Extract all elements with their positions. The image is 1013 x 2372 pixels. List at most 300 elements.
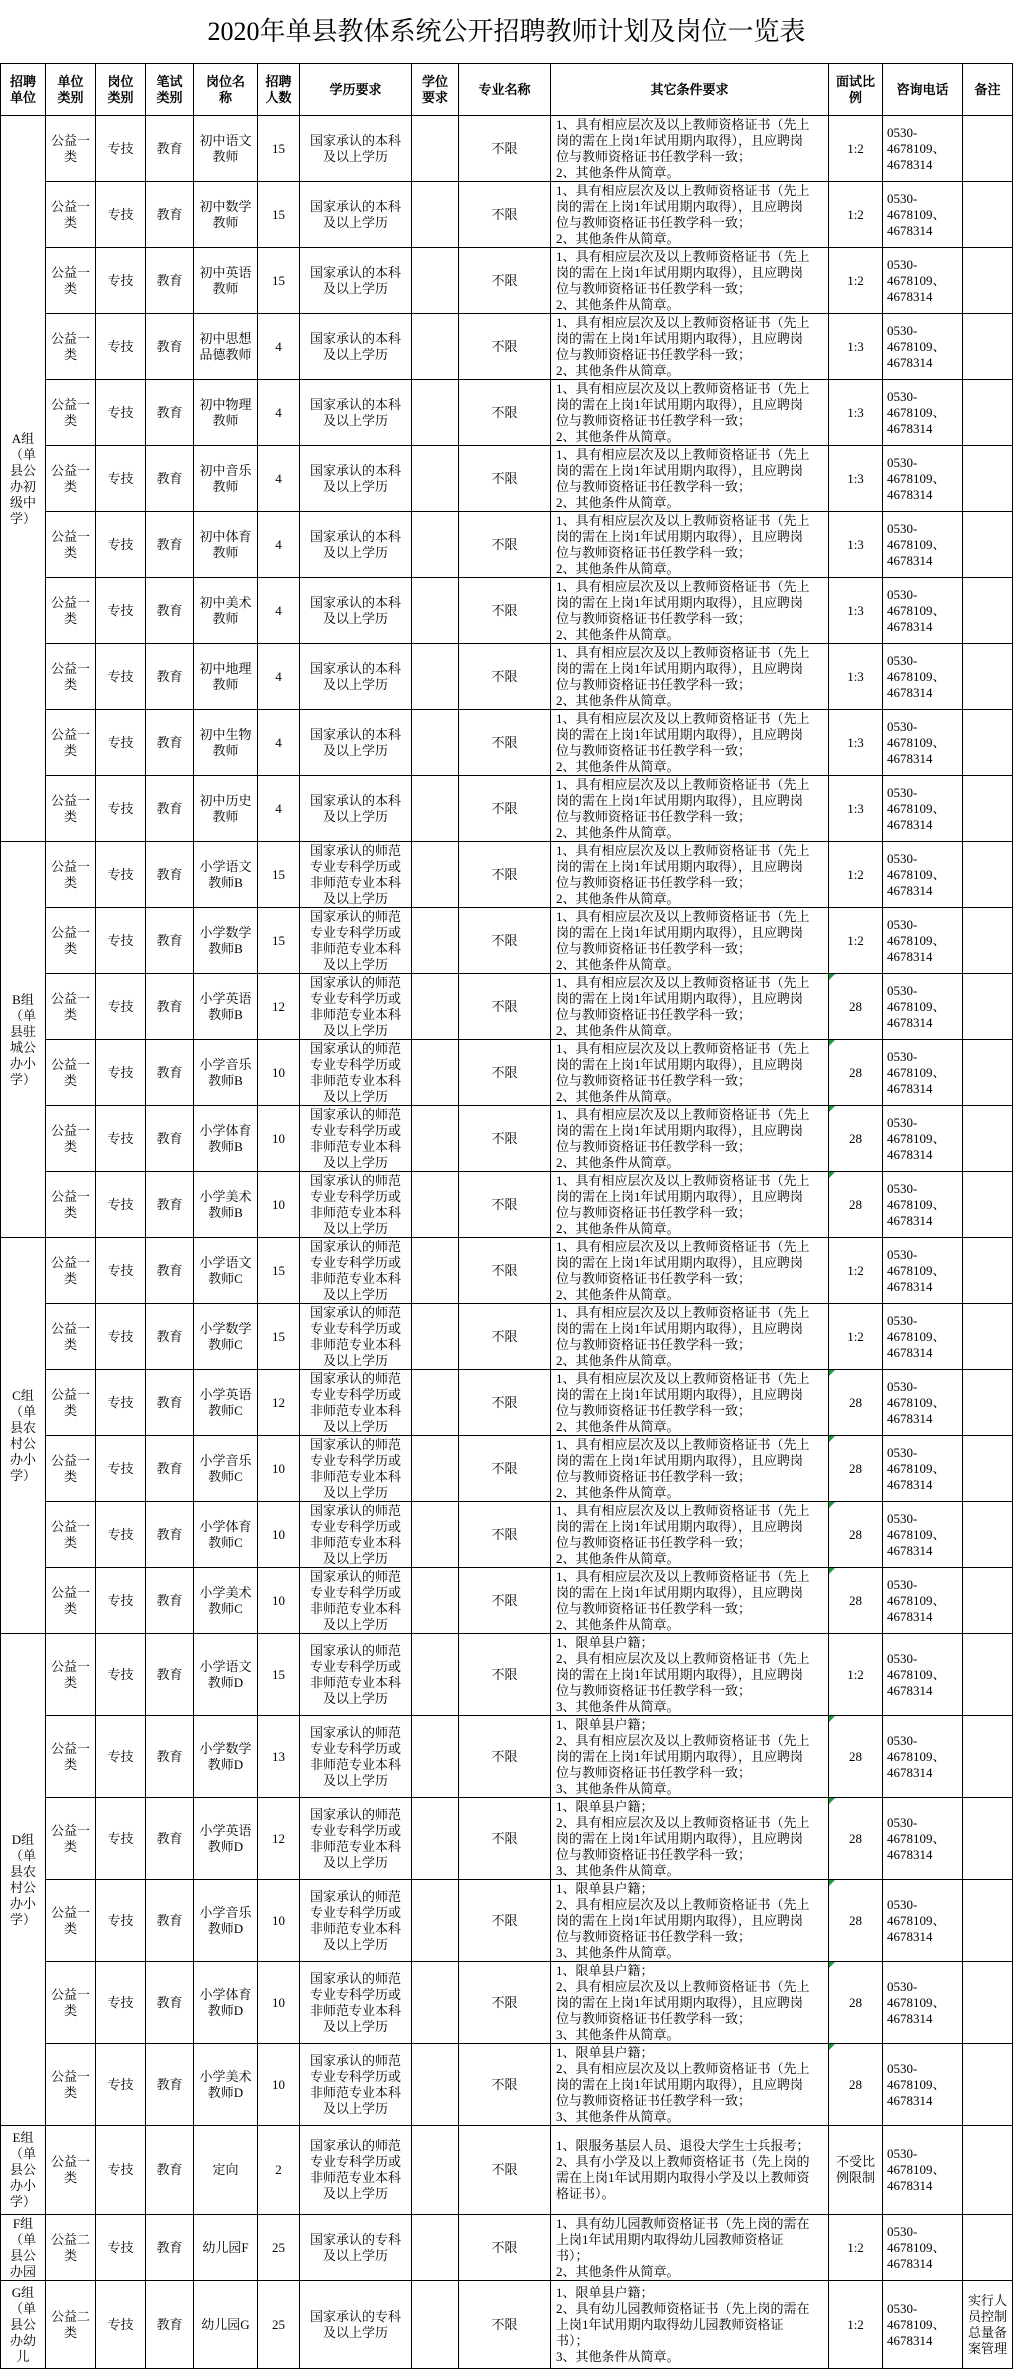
education-cell bbox=[300, 842, 412, 908]
position-cell bbox=[194, 1238, 258, 1304]
ratio-text: 1:3 bbox=[847, 338, 864, 354]
exam-type-text: 教育 bbox=[156, 140, 183, 156]
phone-text: 0530-4678109、4678314 bbox=[887, 1378, 946, 1426]
major-cell bbox=[459, 776, 551, 842]
phone-text: 0530-4678109、4678314 bbox=[887, 322, 946, 370]
count-cell bbox=[258, 1370, 300, 1436]
unit-type-text: 公益一类 bbox=[50, 2154, 90, 2185]
exam-type-text: 教育 bbox=[156, 2316, 183, 2332]
phone-text: 0530-4678109、4678314 bbox=[887, 1444, 946, 1492]
ratio-text: 1:2 bbox=[847, 1666, 864, 1682]
post-type-text: 专技 bbox=[107, 602, 134, 618]
phone-text: 0530-4678109、4678314 bbox=[887, 1180, 946, 1228]
count-cell bbox=[258, 1172, 300, 1238]
table-row bbox=[1, 974, 1013, 1040]
number-as-text-indicator-icon bbox=[829, 1880, 835, 1886]
degree-cell bbox=[412, 2044, 459, 2126]
phone-text: 0530-4678109、4678314 bbox=[887, 982, 946, 1030]
count-text: 15 bbox=[272, 932, 285, 948]
unit-type-text: 公益一类 bbox=[50, 1320, 90, 1352]
degree-cell bbox=[412, 116, 459, 182]
remark-cell bbox=[963, 248, 1013, 314]
count-cell bbox=[258, 182, 300, 248]
conditions-cell bbox=[551, 1962, 829, 2044]
ratio-cell bbox=[829, 2215, 883, 2281]
unit-group-cell bbox=[1, 1634, 46, 2126]
unit-type-cell bbox=[46, 1436, 96, 1502]
exam-type-cell bbox=[146, 644, 194, 710]
exam-type-cell bbox=[146, 1304, 194, 1370]
position-cell bbox=[194, 644, 258, 710]
count-text: 4 bbox=[275, 404, 282, 420]
unit-type-cell bbox=[46, 842, 96, 908]
count-text: 15 bbox=[272, 1328, 285, 1344]
exam-type-cell bbox=[146, 116, 194, 182]
major-cell bbox=[459, 2126, 551, 2215]
number-as-text-indicator-icon bbox=[829, 1172, 835, 1178]
conditions-cell bbox=[551, 1880, 829, 1962]
major-text: 不限 bbox=[491, 470, 518, 486]
header-education: 学历要求 bbox=[300, 64, 412, 116]
number-as-text-indicator-icon bbox=[829, 1436, 835, 1442]
exam-type-text: 教育 bbox=[156, 866, 183, 882]
position-text: 幼儿园F bbox=[202, 2239, 249, 2255]
exam-type-text: 教育 bbox=[156, 932, 183, 948]
unit-group-label: E组（单县公办小学） bbox=[9, 2130, 36, 2209]
phone-text: 0530-4678109、4678314 bbox=[887, 1896, 946, 1944]
count-text: 10 bbox=[272, 1064, 285, 1080]
degree-cell bbox=[412, 380, 459, 446]
unit-type-cell bbox=[46, 1568, 96, 1634]
conditions-text: 1、具有相应层次及以上教师资格证书（先上岗的需在上岗1年试用期内取得），且应聘岗位与教师资格证书任教学科一致； 2、其他条件从简章。 bbox=[556, 1106, 810, 1170]
conditions-text: 1、具有相应层次及以上教师资格证书（先上岗的需在上岗1年试用期内取得），且应聘岗位与教师资格证书任教学科一致； 2、其他条件从简章。 bbox=[556, 116, 810, 180]
position-cell bbox=[194, 842, 258, 908]
post-type-text: 专技 bbox=[107, 2076, 134, 2092]
conditions-text: 1、具有相应层次及以上教师资格证书（先上岗的需在上岗1年试用期内取得），且应聘岗位与教师资格证书任教学科一致； 2、其他条件从简章。 bbox=[556, 248, 810, 312]
position-text: 初中思想品德教师 bbox=[199, 330, 252, 362]
post-type-cell bbox=[96, 512, 146, 578]
unit-type-text: 公益一类 bbox=[50, 1740, 90, 1772]
education-text: 国家承认的本科及以上学历 bbox=[309, 726, 401, 758]
position-text: 初中体育教师 bbox=[199, 528, 252, 560]
conditions-cell bbox=[551, 1238, 829, 1304]
unit-group-cell bbox=[1, 2281, 46, 2369]
post-type-cell bbox=[96, 2281, 146, 2369]
count-text: 15 bbox=[272, 140, 285, 156]
unit-type-text: 公益一类 bbox=[50, 1904, 90, 1936]
conditions-cell bbox=[551, 1568, 829, 1634]
degree-cell bbox=[412, 578, 459, 644]
conditions-cell bbox=[551, 512, 829, 578]
ratio-cell bbox=[829, 710, 883, 776]
major-text: 不限 bbox=[491, 1666, 518, 1682]
conditions-cell bbox=[551, 2215, 829, 2281]
major-text: 不限 bbox=[491, 602, 518, 618]
position-cell bbox=[194, 1370, 258, 1436]
position-cell bbox=[194, 1304, 258, 1370]
education-text: 国家承认的师范专业专科学历或非师范专业本科及以上学历 bbox=[309, 842, 401, 906]
conditions-text: 1、具有相应层次及以上教师资格证书（先上岗的需在上岗1年试用期内取得），且应聘岗位与教师资格证书任教学科一致； 2、其他条件从简章。 bbox=[556, 1040, 810, 1104]
count-cell bbox=[258, 2281, 300, 2369]
phone-cell bbox=[883, 1172, 963, 1238]
unit-type-cell bbox=[46, 1716, 96, 1798]
number-as-text-indicator-icon bbox=[829, 1962, 835, 1968]
remark-cell bbox=[963, 908, 1013, 974]
count-text: 12 bbox=[272, 1394, 285, 1410]
phone-text: 0530-4678109、4678314 bbox=[887, 2146, 946, 2193]
phone-cell bbox=[883, 446, 963, 512]
exam-type-cell bbox=[146, 314, 194, 380]
conditions-cell bbox=[551, 1436, 829, 1502]
post-type-text: 专技 bbox=[107, 1394, 134, 1410]
conditions-cell bbox=[551, 644, 829, 710]
count-text: 12 bbox=[272, 998, 285, 1014]
exam-type-text: 教育 bbox=[156, 1994, 183, 2010]
unit-type-cell bbox=[46, 1172, 96, 1238]
post-type-text: 专技 bbox=[107, 338, 134, 354]
count-text: 15 bbox=[272, 272, 285, 288]
remark-cell bbox=[963, 644, 1013, 710]
position-text: 小学数学教师C bbox=[199, 1320, 252, 1352]
conditions-cell bbox=[551, 776, 829, 842]
major-text: 不限 bbox=[491, 1064, 518, 1080]
count-cell bbox=[258, 842, 300, 908]
post-type-text: 专技 bbox=[107, 470, 134, 486]
remark-cell bbox=[963, 2215, 1013, 2281]
degree-cell bbox=[412, 2281, 459, 2369]
education-text: 国家承认的本科及以上学历 bbox=[309, 396, 401, 428]
conditions-text: 1、具有相应层次及以上教师资格证书（先上岗的需在上岗1年试用期内取得），且应聘岗位与教师资格证书任教学科一致； 2、其他条件从简章。 bbox=[556, 1238, 810, 1302]
position-text: 初中历史教师 bbox=[199, 792, 252, 824]
unit-group-cell bbox=[1, 1238, 46, 1634]
phone-text: 0530-4678109、4678314 bbox=[887, 1978, 946, 2026]
degree-cell bbox=[412, 776, 459, 842]
major-text: 不限 bbox=[491, 404, 518, 420]
post-type-cell bbox=[96, 1172, 146, 1238]
post-type-cell bbox=[96, 974, 146, 1040]
post-type-cell bbox=[96, 710, 146, 776]
post-type-text: 专技 bbox=[107, 1592, 134, 1608]
number-as-text-indicator-icon bbox=[829, 974, 835, 980]
ratio-cell bbox=[829, 1634, 883, 1716]
post-type-cell bbox=[96, 908, 146, 974]
exam-type-text: 教育 bbox=[156, 1130, 183, 1146]
unit-type-cell bbox=[46, 1106, 96, 1172]
ratio-text: 28 bbox=[849, 998, 862, 1014]
education-text: 国家承认的本科及以上学历 bbox=[309, 330, 401, 362]
major-cell bbox=[459, 1238, 551, 1304]
degree-cell bbox=[412, 1502, 459, 1568]
position-cell bbox=[194, 1172, 258, 1238]
unit-type-text: 公益一类 bbox=[50, 462, 90, 494]
ratio-text: 28 bbox=[849, 2076, 862, 2092]
unit-type-cell bbox=[46, 776, 96, 842]
header-conditions: 其它条件要求 bbox=[551, 64, 829, 116]
major-cell bbox=[459, 1040, 551, 1106]
count-cell bbox=[258, 1502, 300, 1568]
unit-type-text: 公益一类 bbox=[50, 1056, 90, 1088]
exam-type-cell bbox=[146, 182, 194, 248]
position-cell bbox=[194, 2126, 258, 2215]
header-degree: 学位要求 bbox=[412, 64, 459, 116]
degree-cell bbox=[412, 1798, 459, 1880]
conditions-cell bbox=[551, 380, 829, 446]
conditions-cell bbox=[551, 1172, 829, 1238]
unit-type-cell bbox=[46, 2126, 96, 2215]
count-cell bbox=[258, 380, 300, 446]
degree-cell bbox=[412, 182, 459, 248]
degree-cell bbox=[412, 974, 459, 1040]
ratio-cell bbox=[829, 512, 883, 578]
unit-type-text: 公益一类 bbox=[50, 1518, 90, 1550]
exam-type-cell bbox=[146, 2215, 194, 2281]
count-cell bbox=[258, 1962, 300, 2044]
remark-cell bbox=[963, 578, 1013, 644]
position-cell bbox=[194, 2281, 258, 2369]
ratio-cell bbox=[829, 1962, 883, 2044]
major-text: 不限 bbox=[491, 1830, 518, 1846]
phone-text: 0530-4678109、4678314 bbox=[887, 850, 946, 898]
education-text: 国家承认的本科及以上学历 bbox=[309, 792, 401, 824]
exam-type-text: 教育 bbox=[156, 404, 183, 420]
unit-type-cell bbox=[46, 182, 96, 248]
ratio-cell bbox=[829, 248, 883, 314]
exam-type-text: 教育 bbox=[156, 1328, 183, 1344]
degree-cell bbox=[412, 2126, 459, 2215]
count-cell bbox=[258, 2215, 300, 2281]
exam-type-cell bbox=[146, 710, 194, 776]
post-type-text: 专技 bbox=[107, 206, 134, 222]
position-text: 初中美术教师 bbox=[199, 594, 252, 626]
exam-type-text: 教育 bbox=[156, 1262, 183, 1278]
count-text: 2 bbox=[275, 2162, 282, 2177]
phone-text: 0530-4678109、4678314 bbox=[887, 1048, 946, 1096]
post-type-text: 专技 bbox=[107, 1912, 134, 1928]
ratio-cell bbox=[829, 974, 883, 1040]
education-text: 国家承认的师范专业专科学历或非师范专业本科及以上学历 bbox=[309, 1304, 401, 1368]
major-text: 不限 bbox=[491, 1196, 518, 1212]
phone-cell bbox=[883, 842, 963, 908]
exam-type-cell bbox=[146, 512, 194, 578]
exam-type-text: 教育 bbox=[156, 206, 183, 222]
remark-cell bbox=[963, 710, 1013, 776]
table-row bbox=[1, 1106, 1013, 1172]
major-text: 不限 bbox=[491, 140, 518, 156]
exam-type-cell bbox=[146, 1798, 194, 1880]
number-as-text-indicator-icon bbox=[829, 1106, 835, 1112]
major-cell bbox=[459, 1106, 551, 1172]
unit-type-text: 公益一类 bbox=[50, 1188, 90, 1220]
position-cell bbox=[194, 380, 258, 446]
count-cell bbox=[258, 578, 300, 644]
education-cell bbox=[300, 1436, 412, 1502]
unit-type-cell bbox=[46, 908, 96, 974]
ratio-text: 1:2 bbox=[847, 206, 864, 222]
ratio-text: 28 bbox=[849, 1830, 862, 1846]
table-row bbox=[1, 1880, 1013, 1962]
unit-type-cell bbox=[46, 1502, 96, 1568]
phone-cell bbox=[883, 1798, 963, 1880]
position-cell bbox=[194, 314, 258, 380]
count-cell bbox=[258, 2126, 300, 2215]
header-count: 招聘人数 bbox=[258, 64, 300, 116]
degree-cell bbox=[412, 2215, 459, 2281]
exam-type-cell bbox=[146, 1238, 194, 1304]
phone-cell bbox=[883, 1716, 963, 1798]
phone-text: 0530-4678109、4678314 bbox=[887, 1114, 946, 1162]
phone-cell bbox=[883, 1238, 963, 1304]
ratio-text: 不受比例限制 bbox=[835, 2154, 875, 2185]
post-type-cell bbox=[96, 1634, 146, 1716]
exam-type-text: 教育 bbox=[156, 2162, 183, 2177]
unit-type-cell bbox=[46, 1880, 96, 1962]
major-text: 不限 bbox=[491, 866, 518, 882]
major-cell bbox=[459, 1880, 551, 1962]
ratio-cell bbox=[829, 776, 883, 842]
major-cell bbox=[459, 182, 551, 248]
position-text: 初中地理教师 bbox=[199, 660, 252, 692]
conditions-cell bbox=[551, 248, 829, 314]
conditions-text: 1、具有相应层次及以上教师资格证书（先上岗的需在上岗1年试用期内取得），且应聘岗位与教师资格证书任教学科一致； 2、其他条件从简章。 bbox=[556, 578, 810, 642]
exam-type-text: 教育 bbox=[156, 1592, 183, 1608]
remark-cell bbox=[963, 1502, 1013, 1568]
position-text: 定向 bbox=[212, 2162, 239, 2177]
count-cell bbox=[258, 974, 300, 1040]
major-cell bbox=[459, 446, 551, 512]
ratio-text: 1:2 bbox=[847, 1262, 864, 1278]
exam-type-text: 教育 bbox=[156, 2239, 183, 2255]
education-cell bbox=[300, 248, 412, 314]
education-text: 国家承认的本科及以上学历 bbox=[309, 462, 401, 494]
ratio-cell bbox=[829, 182, 883, 248]
major-cell bbox=[459, 578, 551, 644]
exam-type-text: 教育 bbox=[156, 1460, 183, 1476]
phone-text: 0530-4678109、4678314 bbox=[887, 256, 946, 304]
phone-text: 0530-4678109、4678314 bbox=[887, 1576, 946, 1624]
post-type-cell bbox=[96, 1716, 146, 1798]
count-cell bbox=[258, 1238, 300, 1304]
remark-cell bbox=[963, 1304, 1013, 1370]
post-type-cell bbox=[96, 446, 146, 512]
position-text: 小学美术教师B bbox=[199, 1188, 252, 1220]
unit-group-label: C组（单县农村公办小学） bbox=[9, 1387, 36, 1483]
ratio-text: 1:2 bbox=[847, 866, 864, 882]
education-cell bbox=[300, 1172, 412, 1238]
post-type-cell bbox=[96, 116, 146, 182]
ratio-text: 1:2 bbox=[847, 140, 864, 156]
major-cell bbox=[459, 908, 551, 974]
position-text: 小学英语教师C bbox=[199, 1386, 252, 1418]
post-type-cell bbox=[96, 1238, 146, 1304]
exam-type-text: 教育 bbox=[156, 998, 183, 1014]
post-type-cell bbox=[96, 1304, 146, 1370]
post-type-cell bbox=[96, 578, 146, 644]
post-type-text: 专技 bbox=[107, 1196, 134, 1212]
table-row bbox=[1, 1304, 1013, 1370]
conditions-cell bbox=[551, 1634, 829, 1716]
table-row bbox=[1, 1716, 1013, 1798]
position-text: 小学数学教师B bbox=[199, 924, 252, 956]
degree-cell bbox=[412, 1880, 459, 1962]
conditions-text: 1、具有相应层次及以上教师资格证书（先上岗的需在上岗1年试用期内取得），且应聘岗位与教师资格证书任教学科一致； 2、其他条件从简章。 bbox=[556, 644, 810, 708]
unit-type-text: 公益一类 bbox=[50, 594, 90, 626]
conditions-cell bbox=[551, 2126, 829, 2215]
unit-type-text: 公益一类 bbox=[50, 1254, 90, 1286]
phone-cell bbox=[883, 974, 963, 1040]
education-cell bbox=[300, 1568, 412, 1634]
remark-cell bbox=[963, 512, 1013, 578]
ratio-text: 28 bbox=[849, 1592, 862, 1608]
unit-type-cell bbox=[46, 1798, 96, 1880]
ratio-text: 1:3 bbox=[847, 404, 864, 420]
ratio-cell bbox=[829, 2281, 883, 2369]
conditions-text: 1、具有相应层次及以上教师资格证书（先上岗的需在上岗1年试用期内取得），且应聘岗位与教师资格证书任教学科一致； 2、其他条件从简章。 bbox=[556, 314, 810, 378]
count-text: 10 bbox=[272, 1592, 285, 1608]
degree-cell bbox=[412, 314, 459, 380]
phone-text: 0530-4678109、4678314 bbox=[887, 2300, 946, 2348]
unit-type-text: 公益一类 bbox=[50, 1986, 90, 2018]
header-unit: 招聘单位 bbox=[1, 64, 46, 116]
unit-type-text: 公益一类 bbox=[50, 792, 90, 824]
education-cell bbox=[300, 710, 412, 776]
major-cell bbox=[459, 116, 551, 182]
count-text: 10 bbox=[272, 1460, 285, 1476]
table-row bbox=[1, 116, 1013, 182]
post-type-text: 专技 bbox=[107, 734, 134, 750]
degree-cell bbox=[412, 1634, 459, 1716]
exam-type-cell bbox=[146, 974, 194, 1040]
phone-cell bbox=[883, 2044, 963, 2126]
remark-text: 实行人员控制总量备案管理 bbox=[967, 2292, 1007, 2356]
education-cell bbox=[300, 1716, 412, 1798]
exam-type-cell bbox=[146, 380, 194, 446]
conditions-cell bbox=[551, 116, 829, 182]
position-cell bbox=[194, 1436, 258, 1502]
position-text: 小学英语教师D bbox=[199, 1822, 252, 1854]
ratio-cell bbox=[829, 116, 883, 182]
post-type-cell bbox=[96, 380, 146, 446]
ratio-text: 1:2 bbox=[847, 932, 864, 948]
unit-group-cell bbox=[1, 2126, 46, 2215]
education-cell bbox=[300, 644, 412, 710]
unit-type-cell bbox=[46, 2215, 96, 2281]
count-cell bbox=[258, 1436, 300, 1502]
major-cell bbox=[459, 1436, 551, 1502]
phone-text: 0530-4678109、4678314 bbox=[887, 718, 946, 766]
education-cell bbox=[300, 446, 412, 512]
exam-type-text: 教育 bbox=[156, 2076, 183, 2092]
post-type-cell bbox=[96, 1040, 146, 1106]
ratio-cell bbox=[829, 2126, 883, 2215]
unit-type-text: 公益一类 bbox=[50, 1658, 90, 1690]
major-text: 不限 bbox=[491, 2239, 518, 2255]
remark-cell bbox=[963, 2281, 1013, 2369]
header-phone: 咨询电话 bbox=[883, 64, 963, 116]
exam-type-text: 教育 bbox=[156, 800, 183, 816]
phone-cell bbox=[883, 2126, 963, 2215]
degree-cell bbox=[412, 1962, 459, 2044]
education-text: 国家承认的师范专业专科学历或非师范专业本科及以上学历 bbox=[309, 1436, 401, 1500]
table-row bbox=[1, 446, 1013, 512]
degree-cell bbox=[412, 842, 459, 908]
table-row bbox=[1, 380, 1013, 446]
conditions-text: 1、具有相应层次及以上教师资格证书（先上岗的需在上岗1年试用期内取得），且应聘岗位与教师资格证书任教学科一致； 2、其他条件从简章。 bbox=[556, 1502, 810, 1566]
position-cell bbox=[194, 1634, 258, 1716]
phone-cell bbox=[883, 512, 963, 578]
unit-type-text: 公益一类 bbox=[50, 1584, 90, 1616]
position-cell bbox=[194, 974, 258, 1040]
unit-type-cell bbox=[46, 1962, 96, 2044]
